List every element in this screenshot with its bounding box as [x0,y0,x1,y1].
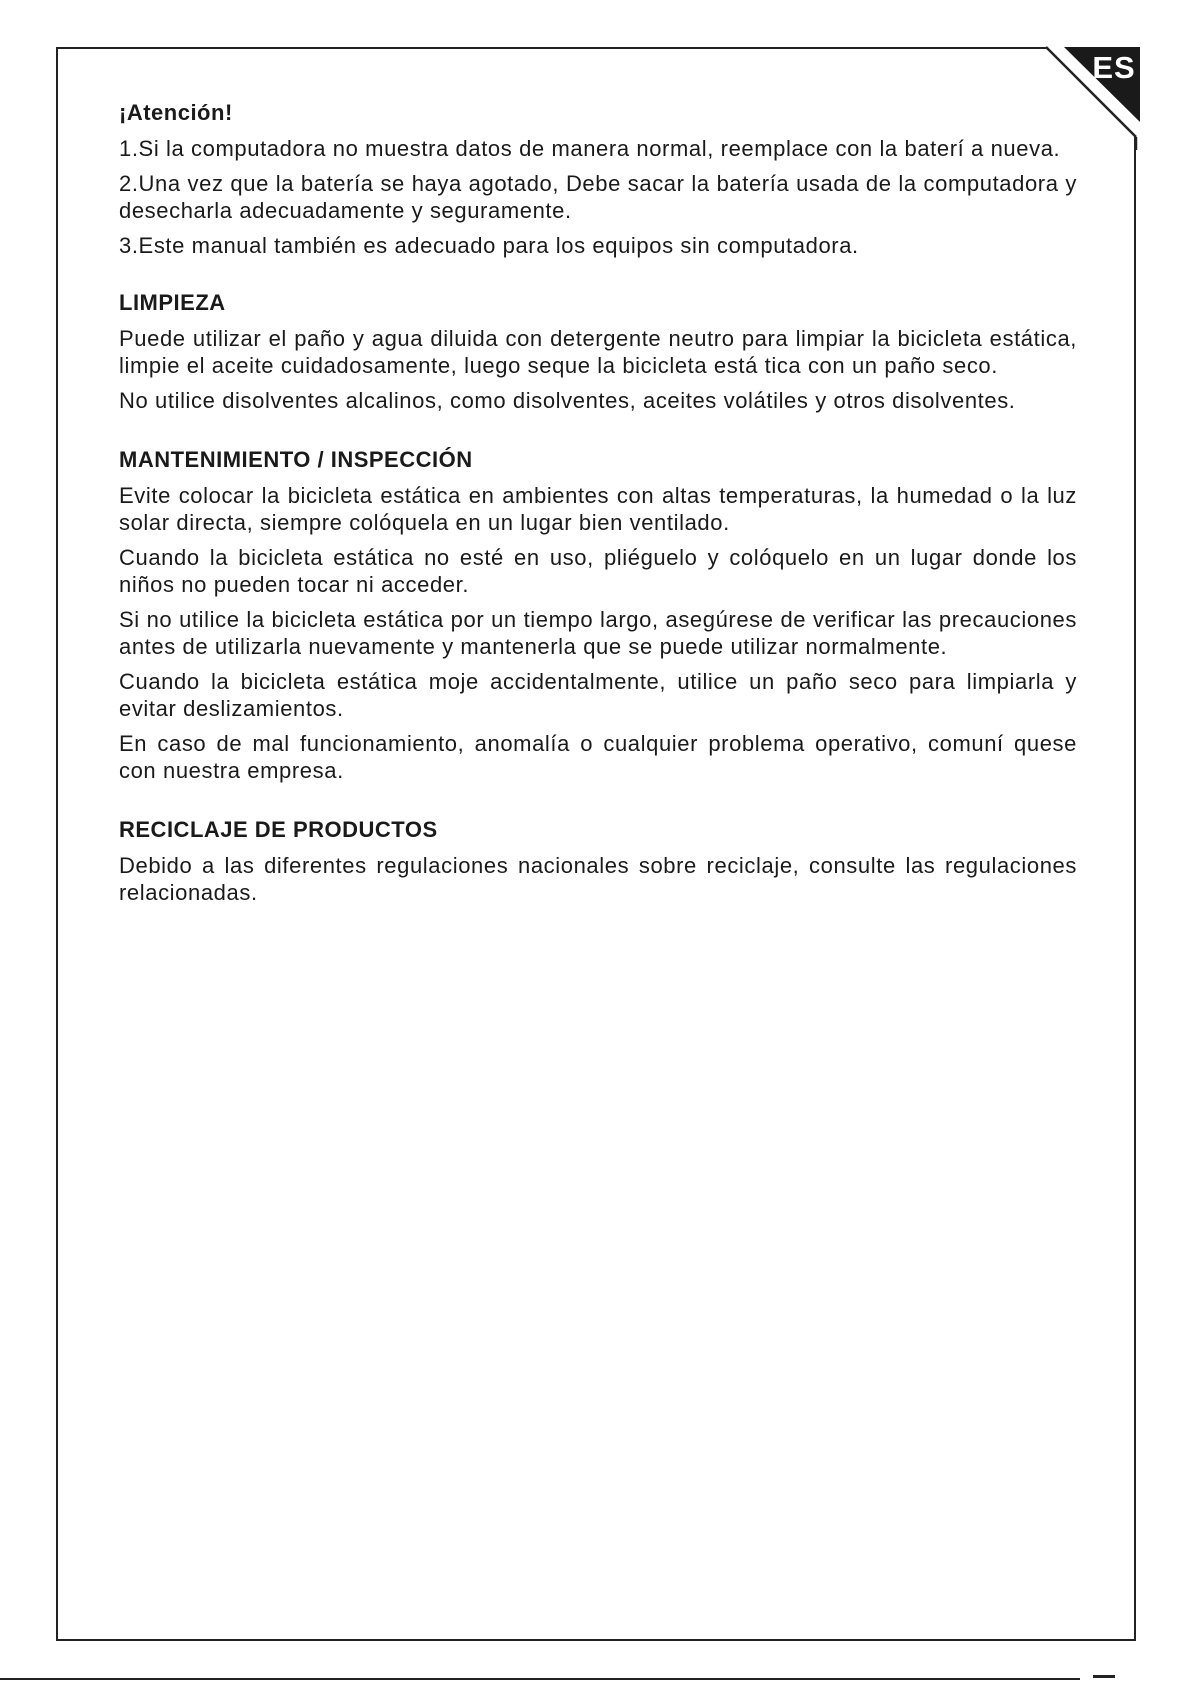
section-atencion [119,99,1077,259]
section-limpieza [119,289,1077,414]
language-label: ES [1092,50,1136,85]
section-heading: ¡Atención! [119,100,233,125]
paragraph: Debido a las diferentes regulaciones nacionales sobre reciclaje, consulte las regulaciones relacionadas. [119,853,1077,905]
paragraph: Evite colocar la bicicleta estática en ambientes con altas temperaturas, la humedad o la luz solar directa, siempre colóquela en un lugar bien ventilado. [119,483,1077,535]
section-mantenimiento [119,446,1077,784]
paragraph: 1.Si la computadora no muestra datos de manera normal, reemplace con la baterí a nueva. [119,136,1061,161]
section-heading: MANTENIMIENTO / INSPECCIÓN [119,447,473,472]
paragraph: Puede utilizar el paño y agua diluida con detergente neutro para limpiar la bicicleta estática, limpie el aceite cuidadosamente, luego seque la bicicleta está tica con un paño seco. [119,326,1077,378]
paragraph: No utilice disolventes alcalinos, como disolventes, aceites volátiles y otros disolventes. [119,388,1016,413]
bottom-mark [1093,1675,1115,1678]
paragraph: 2.Una vez que la batería se haya agotado, Debe sacar la batería usada de la computadora y desecharla adecuadamente y seguramente. [119,171,1077,223]
bottom-rule [0,1678,1080,1680]
paragraph: Cuando la bicicleta estática no esté en uso, pliéguelo y colóquelo en un lugar donde los niños no pueden tocar ni acceder. [119,545,1077,597]
paragraph: Cuando la bicicleta estática moje accidentalmente, utilice un paño seco para limpiarla y evitar deslizamientos. [119,669,1077,721]
paragraph: Si no utilice la bicicleta estática por un tiempo largo, asegúrese de verificar las precauciones antes de utilizarla nuevamente y mantenerla que se puede utilizar normalmente. [119,607,1077,659]
paragraph: 3.Este manual también es adecuado para los equipos sin computadora. [119,233,859,258]
paragraph: En caso de mal funcionamiento, anomalía o cualquier problema operativo, comuní quese con nuestra empresa. [119,731,1077,783]
section-heading: RECICLAJE DE PRODUCTOS [119,817,438,842]
section-reciclaje [119,816,1077,906]
section-heading: LIMPIEZA [119,290,226,315]
document-body [119,99,1077,938]
